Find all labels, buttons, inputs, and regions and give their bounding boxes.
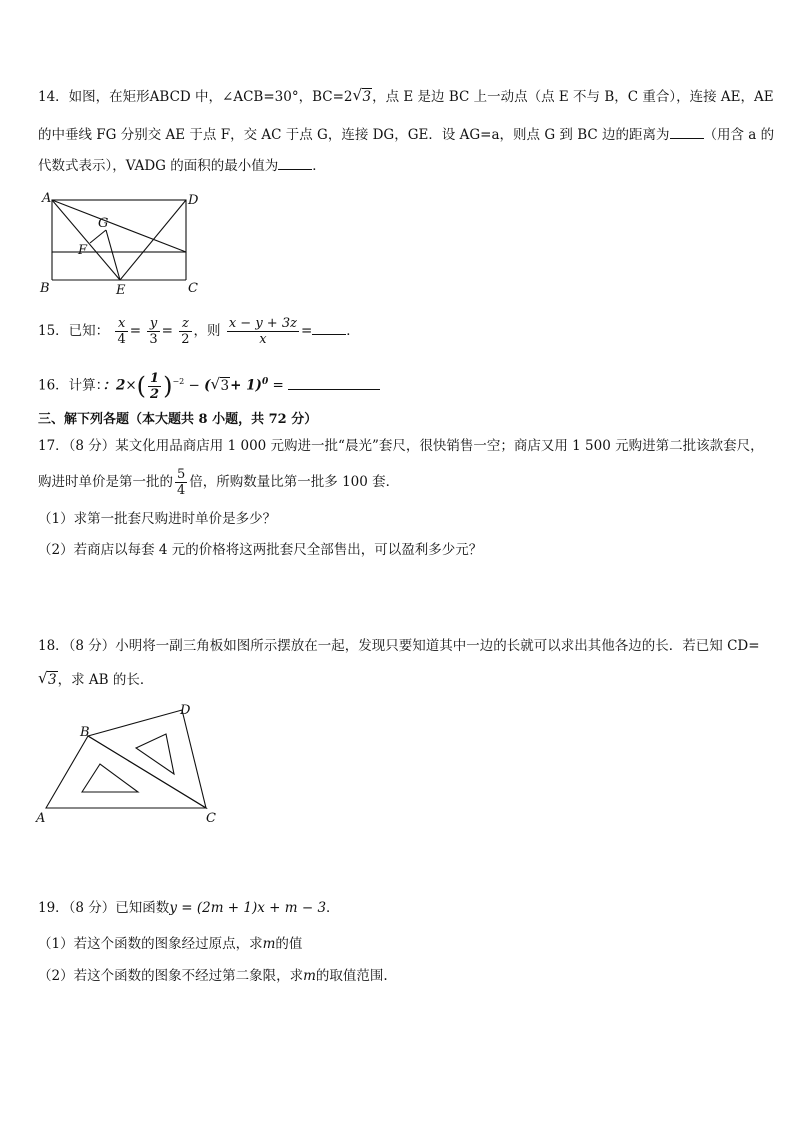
segment-ae	[52, 200, 120, 280]
triangle-abc-inner	[82, 764, 138, 792]
q17-part-2: （2）若商店以每套 4 元的价格将这两批套尺全部售出，可以盈利多少元？	[38, 542, 483, 558]
label-d: D	[188, 193, 199, 208]
segment-dg	[120, 200, 186, 280]
label-d: D	[180, 703, 191, 718]
q14-text-2b: （用含 a 的	[703, 127, 775, 143]
fraction-expression: $\frac{x - y + 3z}{x}$	[228, 316, 297, 347]
segment-fg	[90, 230, 106, 243]
q15-line: 15．已知： $\frac{x}{4}$ = $\frac{y}{3}$ = $\frac{z}{2}$ ，则 $\frac{x - y + 3z}{x}$ = ．	[38, 316, 360, 347]
label-g: G	[98, 216, 109, 231]
q14-answer-blank-1[interactable]	[670, 124, 704, 139]
label-c: C	[206, 811, 216, 826]
triangle-bdc-inner	[136, 734, 174, 774]
q18-sqrt: √ 3	[38, 669, 57, 688]
q19-line-1: 19．（8 分）已知函数y = (2m + 1)x + m − 3．	[38, 900, 340, 916]
q16-line: 16．计算：：2×( $\frac{1}{2}$ )$^{-2}$ − ( √ 3+ 1)$^0$ =	[38, 364, 380, 400]
q14-line-2	[38, 124, 774, 145]
fraction-5-4: $\frac{5}{4}$	[177, 467, 186, 498]
function-expression: y = (2m + 1)x + m − 3	[169, 900, 327, 916]
q14-answer-blank-2[interactable]	[278, 155, 312, 170]
q17-part-1: （1）求第一批套尺购进时单价是多少？	[38, 511, 277, 527]
q19-part-1: （1）若这个函数的图象经过原点，求m的值	[38, 936, 303, 952]
q14-sqrt: √ 3	[352, 86, 372, 105]
q14-text-1a: 14．如图，在矩形ABCD 中，∠ACB=30°，BC=2	[38, 89, 353, 105]
q17-line-2: 购进时单价是第一批的 $\frac{5}{4}$ 倍，所购数量比第一批多 100 套．	[38, 467, 400, 498]
q19-part-2: （2）若这个函数的图象不经过第二象限，求m的取值范围.	[38, 968, 388, 984]
triangle-abc-outer	[46, 736, 206, 808]
triangle-symbol: V	[125, 158, 135, 174]
fraction-y-3: $\frac{y}{3}$	[149, 316, 158, 347]
q17-line-1: 17．（8 分）某文化用品商店用 1 000 元购进一批“晨光”套尺，很快销售一空；商店又用 1 500 元购进第二批该款套尺，	[38, 438, 764, 454]
label-a: A	[42, 191, 52, 206]
fraction-z-2: $\frac{z}{2}$	[181, 316, 190, 347]
q14-text-2a: 的中垂线 FG 分别交 AE 于点 F，交 AC 于点 G，连接 DG，GE．设 AG=a，则点 G 到 BC 边的距离为	[38, 127, 670, 143]
triangle-bdc-outer	[88, 710, 206, 808]
label-e: E	[116, 283, 126, 298]
q14-text-1b: ，点 E 是边 BC 上一动点（点 E 不与 B，C 重合），连接 AE，AE	[372, 89, 774, 105]
label-f: F	[78, 243, 88, 258]
q14-line-1	[38, 87, 774, 107]
fraction-x-4: $\frac{x}{4}$	[117, 316, 126, 347]
label-b: B	[40, 281, 50, 296]
q18-line-1: 18．（8 分）小明将一副三角板如图所示摆放在一起，发现只要知道其中一边的长就可以求出其他各边的长．若已知 CD=	[38, 638, 760, 654]
label-a: A	[36, 811, 46, 826]
q14-line-3: 代数式表示），VADG 的面积的最小值为 ．	[38, 155, 326, 176]
label-c: C	[188, 281, 198, 296]
q16-answer-blank[interactable]	[288, 375, 380, 390]
q18-figure-triangles	[30, 700, 230, 830]
label-b: B	[80, 725, 90, 740]
q15-answer-blank[interactable]	[312, 320, 346, 335]
q18-line-2: √ 3，求 AB 的长．	[38, 669, 154, 688]
fraction-1-2: $\frac{1}{2}$	[150, 370, 160, 402]
q14-figure-rectangle	[36, 190, 206, 298]
section-3-heading: 三、解下列各题（本大题共 8 小题，共 72 分）	[38, 412, 318, 427]
diagonal-ac	[52, 200, 186, 252]
